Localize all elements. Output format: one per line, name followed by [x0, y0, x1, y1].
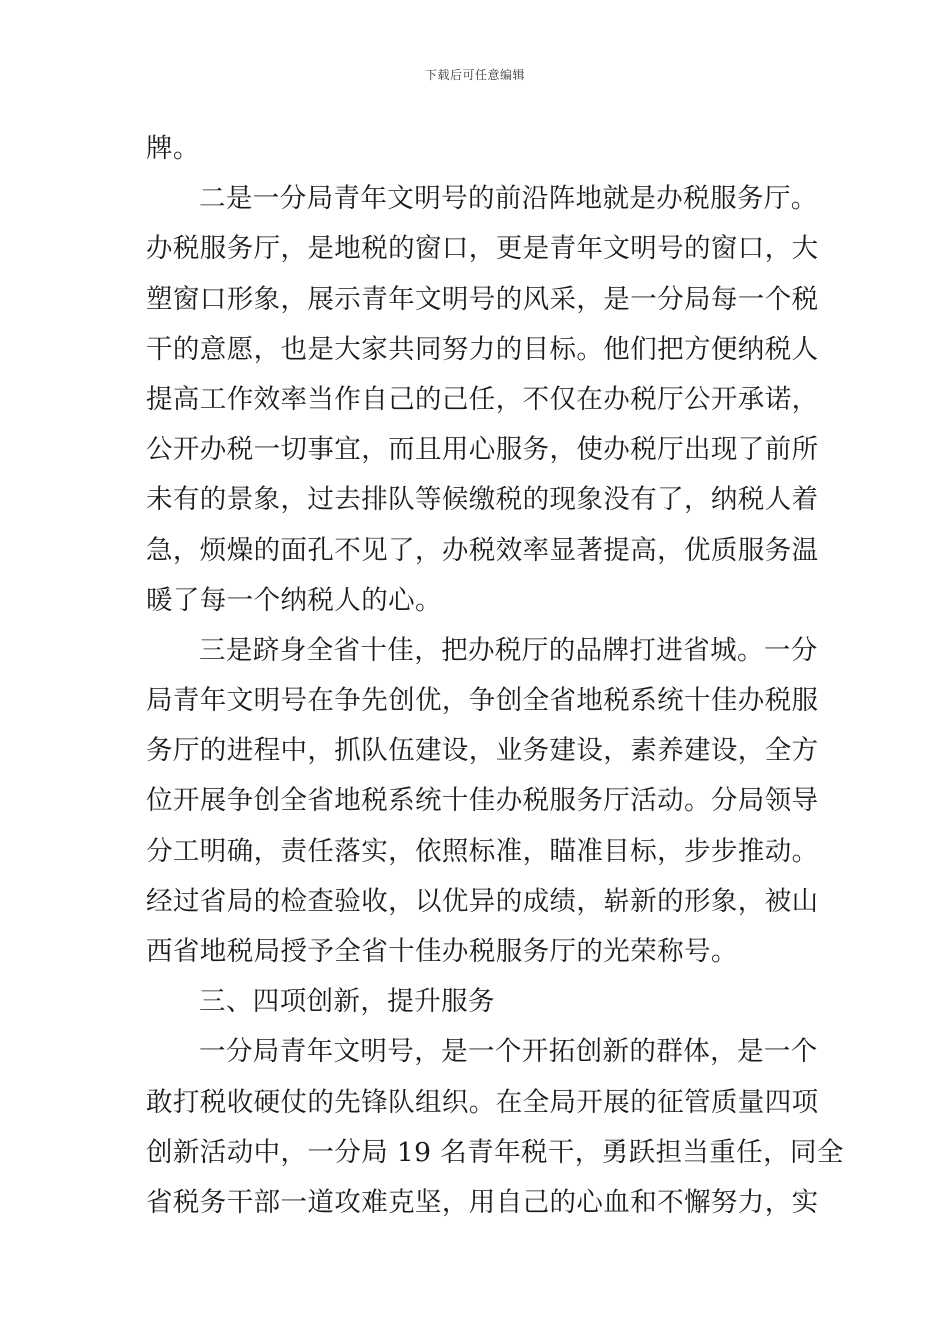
text-line: 公开办税一切事宜，而且用心服务，使办税厅出现了前所	[146, 434, 819, 466]
text-line: 办税服务厅，是地税的窗口，更是青年文明号的窗口，大	[146, 233, 819, 265]
text-line: 干的意愿，也是大家共同努力的目标。他们把方便纳税人	[146, 333, 819, 365]
text-line: 经过省局的检查验收，以优异的成绩，崭新的形象，被山	[146, 885, 819, 917]
text-line: 省税务干部一道攻难克坚，用自己的心血和不懈努力，实	[146, 1186, 819, 1218]
text-line: 位开展争创全省地税系统十佳办税服务厅活动。分局领导	[146, 785, 819, 817]
text-line: 提高工作效率当作自己的己任，不仅在办税厅公开承诺，	[146, 383, 819, 415]
paragraph-start-line: 三是跻身全省十佳，把办税厅的品牌打进省城。一分	[199, 634, 818, 666]
text-line: 牌。	[146, 133, 200, 164]
body-text	[146, 124, 844, 1228]
text-line: 创新活动中，一分局 19 名青年税干，勇跃担当重任，同全	[146, 1136, 844, 1168]
text-line: 局青年文明号在争先创优，争创全省地税系统十佳办税服	[146, 685, 819, 717]
text-line: 西省地税局授予全省十佳办税服务厅的光荣称号。	[146, 936, 738, 967]
text-line: 暖了每一个纳税人的心。	[146, 584, 442, 616]
text-line: 务厅的进程中，抓队伍建设，业务建设，素养建设，全方	[146, 735, 819, 767]
text-line: 急，烦燥的面孔不见了，办税效率显著提高，优质服务温	[146, 534, 819, 566]
text-line: 未有的景象，过去排队等候缴税的现象没有了，纳税人着	[146, 484, 819, 516]
paragraph-start-line: 二是一分局青年文明号的前沿阵地就是办税服务厅。	[199, 183, 818, 215]
text-line: 敢打税收硬仗的先锋队组织。在全局开展的征管质量四项	[146, 1086, 819, 1118]
section-heading: 三、四项创新，提升服务	[199, 986, 495, 1018]
paragraph-start-line: 一分局青年文明号，是一个开拓创新的群体，是一个	[199, 1036, 818, 1068]
text-line: 塑窗口形象，展示青年文明号的风采，是一分局每一个税	[146, 283, 819, 315]
text-line: 分工明确，责任落实，依照标准，瞄准目标，步步推动。	[146, 835, 819, 867]
page-header-note: 下载后可任意编辑	[424, 68, 525, 82]
